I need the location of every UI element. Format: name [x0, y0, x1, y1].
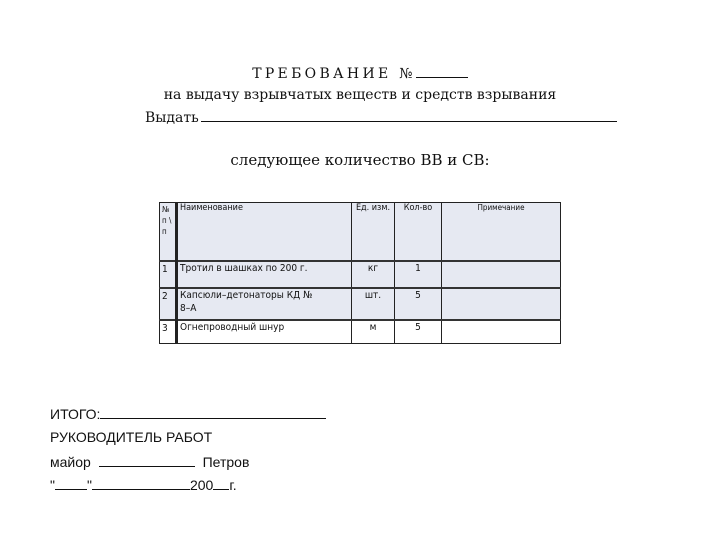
row-note	[442, 320, 561, 344]
table-row	[160, 320, 561, 344]
table-header-row	[160, 203, 561, 261]
row-qty: 5	[395, 288, 442, 320]
header-name: Наименование	[177, 203, 352, 261]
table-row	[160, 261, 561, 288]
header-num: № п \ п	[160, 203, 177, 261]
row-note	[442, 261, 561, 288]
title-number-blank	[416, 76, 468, 78]
row-name: Огнепроводный шнур	[177, 320, 352, 344]
header-note: Примечание	[442, 203, 561, 261]
row-unit: шт.	[352, 288, 395, 320]
surname-text: Петров	[202, 454, 250, 470]
row-qty: 1	[395, 261, 442, 288]
date-year-blank	[213, 488, 229, 490]
requisition-table	[159, 202, 561, 344]
table-row	[160, 288, 561, 320]
row-num: 3	[160, 320, 177, 344]
document-subtitle: на выдачу взрывчатых веществ и средств взрывания	[163, 87, 557, 103]
date-year: 200	[189, 477, 214, 493]
total-line	[50, 406, 326, 422]
date-day-blank	[55, 488, 87, 490]
row-name: Капсюли–детонаторы КД № 8–А	[177, 288, 352, 320]
row-num: 2	[160, 288, 177, 320]
signature-line	[50, 454, 249, 470]
issue-label: Выдать	[145, 110, 199, 126]
date-suffix: г.	[229, 477, 237, 493]
row-num: 1	[160, 261, 177, 288]
row-unit: кг	[352, 261, 395, 288]
following-text: следующее количество ВВ и СВ:	[230, 151, 490, 169]
row-note	[442, 288, 561, 320]
date-line	[50, 477, 237, 493]
date-mid-quote: "	[86, 477, 92, 493]
rank-text: майор	[50, 454, 91, 470]
title-text: ТРЕБОВАНИЕ №	[252, 66, 416, 82]
total-blank	[100, 417, 326, 419]
work-supervisor-title: РУКОВОДИТЕЛЬ РАБОТ	[50, 429, 213, 445]
row-name: Тротил в шашках по 200 г.	[177, 261, 352, 288]
date-open-quote: "	[50, 477, 55, 493]
signature-blank	[99, 465, 195, 467]
document-title	[0, 66, 720, 82]
row-qty: 5	[395, 320, 442, 344]
issue-line	[145, 110, 617, 126]
issue-blank	[201, 120, 617, 122]
header-qty: Кол-во	[395, 203, 442, 261]
row-unit: м	[352, 320, 395, 344]
total-label: ИТОГО:	[50, 406, 101, 422]
date-month-blank	[92, 488, 190, 490]
header-unit: Ед. изм.	[352, 203, 395, 261]
